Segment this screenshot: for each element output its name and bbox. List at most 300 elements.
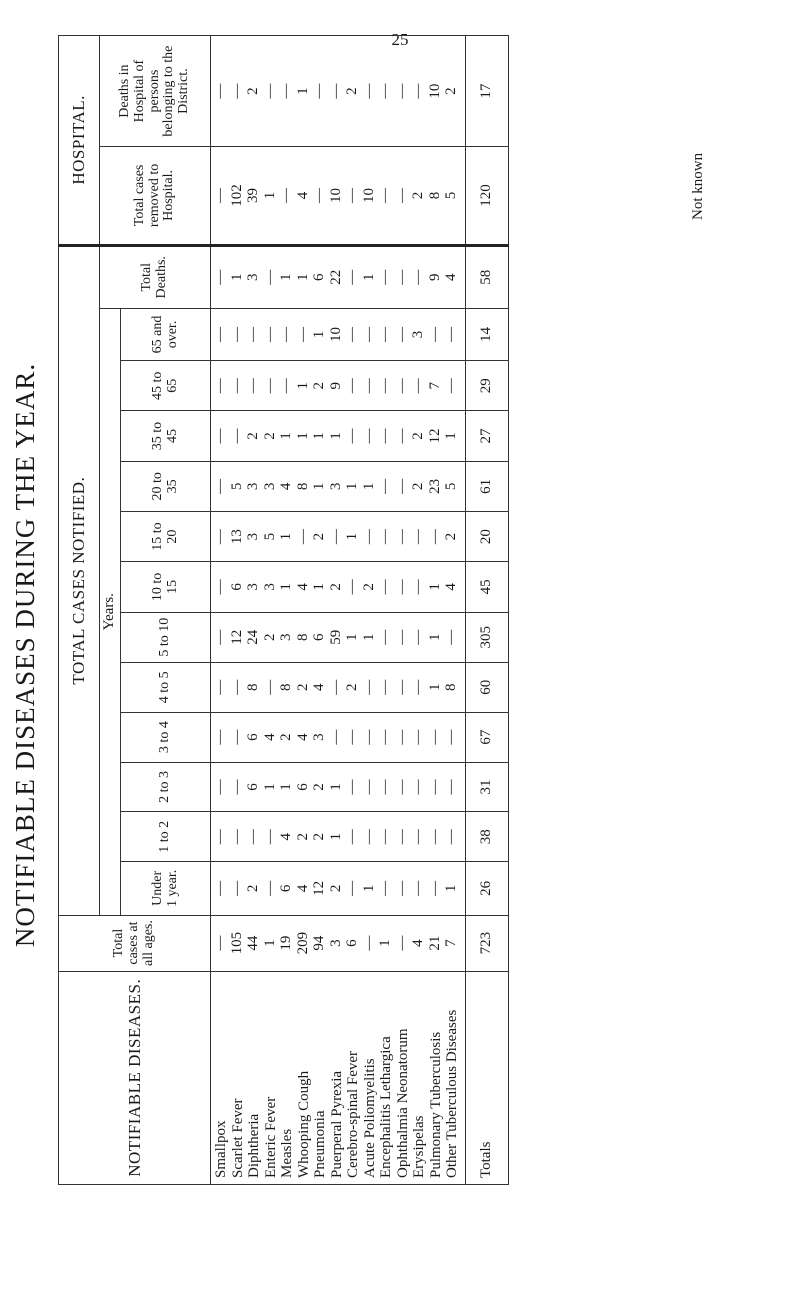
age-6-value: —: [212, 579, 228, 595]
disease-name: Ophthalmia Neonatorum: [394, 1028, 411, 1178]
age-5-value: 1: [426, 633, 443, 641]
age-4-value: —: [377, 679, 393, 695]
age-10-value: —: [360, 378, 377, 394]
total-deaths-value: —: [377, 269, 393, 285]
total-all-ages-value: —: [212, 935, 228, 951]
age-10-value: —: [261, 378, 278, 394]
total-all-ages-value: 44: [245, 935, 261, 951]
age-8-value: 5: [443, 482, 459, 491]
age-5-column: [211, 612, 466, 662]
removed-to-hospital-value: —: [377, 187, 393, 203]
total-deaths-value: 9: [426, 273, 443, 282]
age-8-value: 4: [278, 482, 294, 491]
disease-name: Whooping Cough: [295, 1070, 312, 1178]
age-2-value: —: [443, 779, 459, 795]
age-3-value: 4: [294, 733, 311, 741]
total-all-ages-value: 1: [261, 939, 278, 947]
age-1-value: —: [443, 829, 459, 845]
age-group-header: 2 to 3: [121, 762, 211, 812]
total-cases-notified-header: TOTAL CASES NOTIFIED.: [59, 245, 100, 915]
removed-to-hospital-value: —: [393, 187, 410, 203]
age-9-value: 2: [410, 432, 426, 440]
age-8-value: —: [393, 478, 410, 494]
age-2-value: —: [212, 779, 228, 795]
age-2-value: —: [393, 779, 410, 795]
age-3-value: 6: [245, 733, 261, 741]
age-2-value: 1: [261, 783, 278, 791]
removed-to-hospital-value: 2: [410, 191, 426, 200]
hospital-deaths-value: —: [278, 83, 294, 99]
age-9-value: 1: [278, 432, 294, 440]
totals-hospital-deaths: 17: [465, 36, 508, 147]
age-10-value: —: [344, 378, 360, 394]
age-11-value: —: [393, 326, 410, 342]
age-3-column: [211, 712, 466, 762]
removed-to-hospital-value: —: [278, 187, 294, 203]
age-11-value: —: [278, 326, 294, 342]
age-4-value: 2: [294, 683, 311, 692]
age-3-value: —: [393, 729, 410, 745]
removed-to-hospital-value: 10: [327, 187, 344, 203]
age-7-value: —: [410, 529, 426, 545]
total-deaths-value: —: [344, 269, 360, 285]
age-11-value: —: [245, 326, 261, 342]
age-9-value: 1: [311, 432, 327, 440]
age-9-value: 12: [426, 428, 443, 444]
disease-name: Diphtheria: [246, 1113, 262, 1178]
age-6-value: —: [393, 579, 410, 595]
totals-age-value: 45: [465, 562, 508, 612]
age-1-value: 4: [278, 833, 294, 841]
totals-age-value: 14: [465, 308, 508, 360]
age-4-column: [211, 662, 466, 712]
age-3-value: —: [212, 729, 228, 745]
removed-to-hospital-value: 39: [245, 187, 261, 203]
age-8-value: 8: [294, 482, 311, 491]
removed-to-hospital-value: —: [344, 187, 360, 203]
removed-to-hospital-header: Total cases removed to Hospital.: [100, 147, 211, 246]
page-number: 25: [391, 30, 409, 49]
age-2-value: —: [228, 779, 245, 795]
age-4-value: 8: [443, 683, 459, 692]
age-4-value: 4: [311, 683, 327, 692]
age-5-value: 2: [261, 633, 278, 641]
totals-age-value: 67: [465, 712, 508, 762]
hospital-deaths-value: —: [212, 83, 228, 99]
age-3-value: 4: [261, 733, 278, 741]
age-2-value: —: [360, 779, 377, 795]
age-10-value: —: [278, 378, 294, 394]
age-8-value: —: [212, 478, 228, 494]
age-0-value: 1: [443, 884, 459, 893]
totals-age-value: 38: [465, 812, 508, 862]
age-4-value: —: [212, 679, 228, 695]
total-all-ages-header: Total cases at all ages.: [59, 915, 211, 971]
age-6-value: 3: [261, 583, 278, 591]
age-10-value: 9: [327, 382, 344, 390]
age-7-value: —: [294, 529, 311, 545]
removed-to-hospital-column: [211, 147, 466, 246]
age-8-value: 1: [360, 482, 377, 491]
age-0-value: —: [426, 880, 443, 896]
age-9-value: 1: [327, 432, 344, 440]
totals-row: [465, 36, 508, 1185]
age-1-value: —: [410, 829, 426, 845]
hospital-header: HOSPITAL.: [59, 36, 100, 246]
age-1-value: —: [228, 829, 245, 845]
age-11-value: —: [443, 326, 459, 342]
totals-label: Totals: [465, 971, 508, 1184]
age-2-column: [211, 762, 466, 812]
age-11-value: —: [426, 326, 443, 342]
age-10-value: —: [393, 378, 410, 394]
age-6-column: [211, 562, 466, 612]
age-9-value: 1: [294, 432, 311, 440]
age-5-value: —: [377, 629, 393, 645]
age-9-value: 2: [261, 432, 278, 440]
age-1-value: —: [426, 829, 443, 845]
age-0-value: —: [261, 880, 278, 896]
total-deaths-value: 22: [327, 269, 344, 285]
totals-all-ages: 723: [465, 915, 508, 971]
age-5-value: —: [393, 629, 410, 645]
age-7-value: 1: [278, 532, 294, 541]
total-deaths-column: [211, 245, 466, 308]
age-group-header: 1 to 2: [121, 812, 211, 862]
disease-name: Erysipelas: [411, 1115, 427, 1178]
age-6-value: 2: [327, 583, 344, 591]
age-5-value: 3: [278, 633, 294, 641]
age-7-value: —: [360, 529, 377, 545]
age-3-value: —: [410, 729, 426, 745]
total-deaths-value: —: [393, 269, 410, 285]
total-all-ages-value: 6: [344, 939, 360, 947]
age-1-value: —: [261, 829, 278, 845]
total-deaths-value: —: [261, 269, 278, 285]
age-3-value: —: [327, 729, 344, 745]
disease-name: Cerebro-spinal Fever: [345, 1050, 361, 1178]
age-0-value: 1: [360, 884, 377, 893]
age-0-value: —: [344, 880, 360, 896]
age-10-value: 7: [426, 382, 443, 390]
age-group-header: 4 to 5: [121, 662, 211, 712]
removed-to-hospital-value: —: [212, 187, 228, 203]
age-7-value: 2: [311, 532, 327, 541]
age-group-header: 15 to 20: [121, 511, 211, 561]
removed-to-hospital-value: 5: [443, 191, 459, 200]
age-0-value: —: [212, 880, 228, 896]
age-8-value: —: [377, 478, 393, 494]
age-0-value: 2: [245, 884, 261, 893]
age-4-value: —: [327, 679, 344, 695]
hospital-deaths-column: [211, 36, 466, 147]
total-deaths-value: 1: [360, 273, 377, 282]
age-2-value: 1: [278, 783, 294, 791]
age-7-value: 1: [344, 532, 360, 541]
total-all-ages-column: [211, 915, 466, 971]
age-6-value: —: [377, 579, 393, 595]
age-1-value: —: [344, 829, 360, 845]
disease-name: Pulmonary Tuberculosis: [427, 1031, 444, 1178]
totals-age-value: 31: [465, 762, 508, 812]
age-4-value: —: [261, 679, 278, 695]
totals-age-value: 20: [465, 511, 508, 561]
total-deaths-header: Total Deaths.: [100, 245, 211, 308]
age-group-header: 10 to 15: [121, 562, 211, 612]
age-9-value: —: [212, 428, 228, 444]
age-5-value: 59: [327, 629, 344, 645]
age-9-value: —: [393, 428, 410, 444]
age-4-value: 8: [245, 683, 261, 692]
age-2-value: —: [410, 779, 426, 795]
total-all-ages-value: 1: [377, 939, 393, 947]
age-11-value: —: [377, 326, 393, 342]
age-6-value: —: [410, 579, 426, 595]
age-6-value: 6: [228, 583, 245, 591]
total-all-ages-value: 105: [228, 931, 245, 955]
age-1-value: —: [245, 829, 261, 845]
not-known-note: Not known: [690, 152, 706, 220]
total-deaths-value: 4: [443, 273, 459, 282]
age-2-value: 6: [294, 783, 311, 791]
age-10-value: —: [245, 378, 261, 394]
age-7-value: 2: [443, 532, 459, 541]
total-deaths-value: 1: [294, 273, 311, 282]
hospital-deaths-value: 2: [344, 87, 360, 95]
age-11-value: —: [344, 326, 360, 342]
disease-name: Pneumonia: [312, 1110, 328, 1178]
age-10-value: —: [377, 378, 393, 394]
total-all-ages-value: 7: [443, 939, 459, 947]
age-4-value: —: [410, 679, 426, 695]
age-6-value: 1: [311, 583, 327, 591]
age-8-value: 3: [245, 482, 261, 491]
age-7-value: 13: [228, 529, 245, 545]
age-10-value: 1: [294, 382, 311, 390]
hospital-deaths-value: 2: [245, 87, 261, 95]
age-6-value: 3: [245, 583, 261, 591]
age-3-value: —: [377, 729, 393, 745]
total-deaths-value: —: [410, 269, 426, 285]
age-10-value: 2: [311, 382, 327, 390]
disease-column-header: NOTIFIABLE DISEASES.: [59, 971, 211, 1184]
age-8-value: 23: [426, 478, 443, 494]
age-4-value: —: [228, 679, 245, 695]
hospital-deaths-value: —: [360, 83, 377, 99]
removed-to-hospital-value: 1: [261, 191, 278, 200]
age-8-column: [211, 461, 466, 511]
age-5-value: 8: [294, 633, 311, 641]
totals-age-value: 305: [465, 612, 508, 662]
age-9-column: [211, 411, 466, 461]
age-9-value: —: [344, 428, 360, 444]
age-7-value: —: [393, 529, 410, 545]
disease-list: [211, 971, 466, 1184]
total-all-ages-value: 209: [294, 931, 311, 955]
age-3-value: —: [360, 729, 377, 745]
disease-name: Other Tuberculous Diseases: [444, 1009, 460, 1178]
years-header: Years.: [100, 308, 121, 915]
total-all-ages-value: —: [393, 935, 410, 951]
notifiable-diseases-table: [58, 35, 509, 1185]
age-9-value: —: [228, 428, 245, 444]
age-group-header: 45 to 65: [121, 361, 211, 411]
age-5-value: —: [443, 629, 459, 645]
totals-age-value: 27: [465, 411, 508, 461]
age-4-value: 2: [344, 683, 360, 692]
total-all-ages-value: 3: [327, 939, 344, 947]
age-5-value: 24: [245, 629, 261, 645]
hospital-deaths-value: —: [393, 83, 410, 99]
disease-name: Measles: [279, 1128, 295, 1178]
age-0-value: 4: [294, 884, 311, 893]
age-4-value: 8: [278, 683, 294, 692]
totals-age-value: 26: [465, 862, 508, 915]
total-deaths-value: 3: [245, 273, 261, 282]
age-8-value: 3: [261, 482, 278, 491]
age-10-value: —: [443, 378, 459, 394]
age-group-header: 35 to 45: [121, 411, 211, 461]
age-0-value: —: [228, 880, 245, 896]
hospital-deaths-value: —: [377, 83, 393, 99]
hospital-deaths-value: —: [228, 83, 245, 99]
age-10-column: [211, 361, 466, 411]
age-9-value: —: [377, 428, 393, 444]
age-5-value: 6: [311, 633, 327, 641]
totals-age-value: 60: [465, 662, 508, 712]
total-deaths-value: 6: [311, 273, 327, 282]
age-4-value: —: [393, 679, 410, 695]
hospital-deaths-value: —: [311, 83, 327, 99]
age-5-value: —: [212, 629, 228, 645]
age-7-value: —: [377, 529, 393, 545]
age-group-header: 65 and over.: [121, 308, 211, 360]
total-all-ages-value: 19: [278, 935, 294, 951]
age-group-header: 20 to 35: [121, 461, 211, 511]
total-all-ages-value: —: [360, 935, 377, 951]
age-2-value: —: [377, 779, 393, 795]
total-all-ages-value: 4: [410, 939, 426, 947]
age-6-value: 2: [360, 583, 377, 591]
disease-name: Scarlet Fever: [229, 1098, 246, 1178]
hospital-deaths-value: 1: [294, 87, 311, 95]
disease-name: Smallpox: [213, 1120, 229, 1178]
age-9-value: —: [360, 428, 377, 444]
age-1-value: —: [212, 829, 228, 845]
age-11-value: 1: [311, 330, 327, 339]
totals-deaths: 58: [465, 245, 508, 308]
age-10-value: —: [410, 378, 426, 394]
age-6-value: 1: [426, 583, 443, 591]
age-6-value: 1: [278, 583, 294, 591]
age-8-value: 2: [410, 482, 426, 491]
age-8-value: 1: [311, 482, 327, 491]
hospital-deaths-value: 2: [443, 87, 459, 95]
age-8-value: 3: [327, 482, 344, 491]
age-0-value: 6: [278, 884, 294, 893]
age-1-value: 1: [327, 833, 344, 841]
age-10-value: —: [228, 378, 245, 394]
age-11-value: —: [294, 326, 311, 342]
age-2-value: 6: [245, 783, 261, 791]
age-3-value: 2: [278, 733, 294, 741]
age-3-value: —: [344, 729, 360, 745]
total-deaths-value: 1: [228, 273, 245, 282]
age-8-value: 1: [344, 482, 360, 491]
age-7-value: —: [327, 529, 344, 545]
age-2-value: —: [344, 779, 360, 795]
age-6-value: 4: [443, 583, 459, 591]
age-5-value: 1: [360, 633, 377, 641]
age-11-column: [211, 308, 466, 360]
age-3-value: —: [228, 729, 245, 745]
age-1-value: —: [377, 829, 393, 845]
removed-to-hospital-value: 8: [426, 191, 443, 200]
age-7-value: —: [212, 529, 228, 545]
hospital-deaths-value: —: [327, 83, 344, 99]
age-group-header: Under 1 year.: [121, 862, 211, 915]
age-0-value: 12: [311, 880, 327, 896]
age-6-value: —: [344, 579, 360, 595]
disease-name: Puerperal Pyrexia: [328, 1070, 345, 1178]
age-0-value: —: [377, 880, 393, 896]
age-1-value: 2: [294, 833, 311, 841]
total-all-ages-value: 94: [311, 935, 327, 951]
age-11-value: —: [212, 326, 228, 342]
hospital-deaths-value: —: [261, 83, 278, 99]
total-deaths-value: 1: [278, 273, 294, 282]
age-1-value: 2: [311, 833, 327, 841]
age-1-value: —: [393, 829, 410, 845]
age-group-header: 5 to 10: [121, 612, 211, 662]
age-11-value: 3: [410, 330, 426, 339]
age-5-value: —: [410, 629, 426, 645]
age-10-value: —: [212, 378, 228, 394]
total-deaths-value: —: [212, 269, 228, 285]
age-9-value: 1: [443, 432, 459, 440]
age-3-value: 3: [311, 733, 327, 741]
removed-to-hospital-value: 10: [360, 187, 377, 203]
total-all-ages-value: 21: [426, 935, 443, 951]
age-9-value: 2: [245, 432, 261, 440]
removed-to-hospital-value: —: [311, 187, 327, 203]
age-1-value: —: [360, 829, 377, 845]
age-7-value: 3: [245, 532, 261, 541]
age-7-value: —: [426, 529, 443, 545]
disease-name: Encephalitis Lethargica: [378, 1036, 394, 1178]
age-11-value: —: [228, 326, 245, 342]
table-body-row: [211, 36, 466, 1185]
age-11-value: —: [261, 326, 278, 342]
age-group-header: 3 to 4: [121, 712, 211, 762]
hospital-deaths-value: —: [410, 83, 426, 99]
age-0-value: —: [410, 880, 426, 896]
age-11-value: —: [360, 326, 377, 342]
totals-removed: 120: [465, 147, 508, 246]
age-1-column: [211, 812, 466, 862]
age-5-value: 1: [344, 633, 360, 641]
age-0-value: 2: [327, 884, 344, 893]
age-0-column: [211, 862, 466, 915]
disease-name: Enteric Fever: [262, 1096, 279, 1178]
age-2-value: —: [426, 779, 443, 795]
age-6-value: 4: [294, 583, 311, 591]
age-0-value: —: [393, 880, 410, 896]
disease-name: Acute Poliomyelitis: [361, 1058, 378, 1178]
age-5-value: 12: [228, 629, 245, 645]
age-2-value: 1: [327, 783, 344, 791]
age-4-value: 1: [426, 683, 443, 692]
